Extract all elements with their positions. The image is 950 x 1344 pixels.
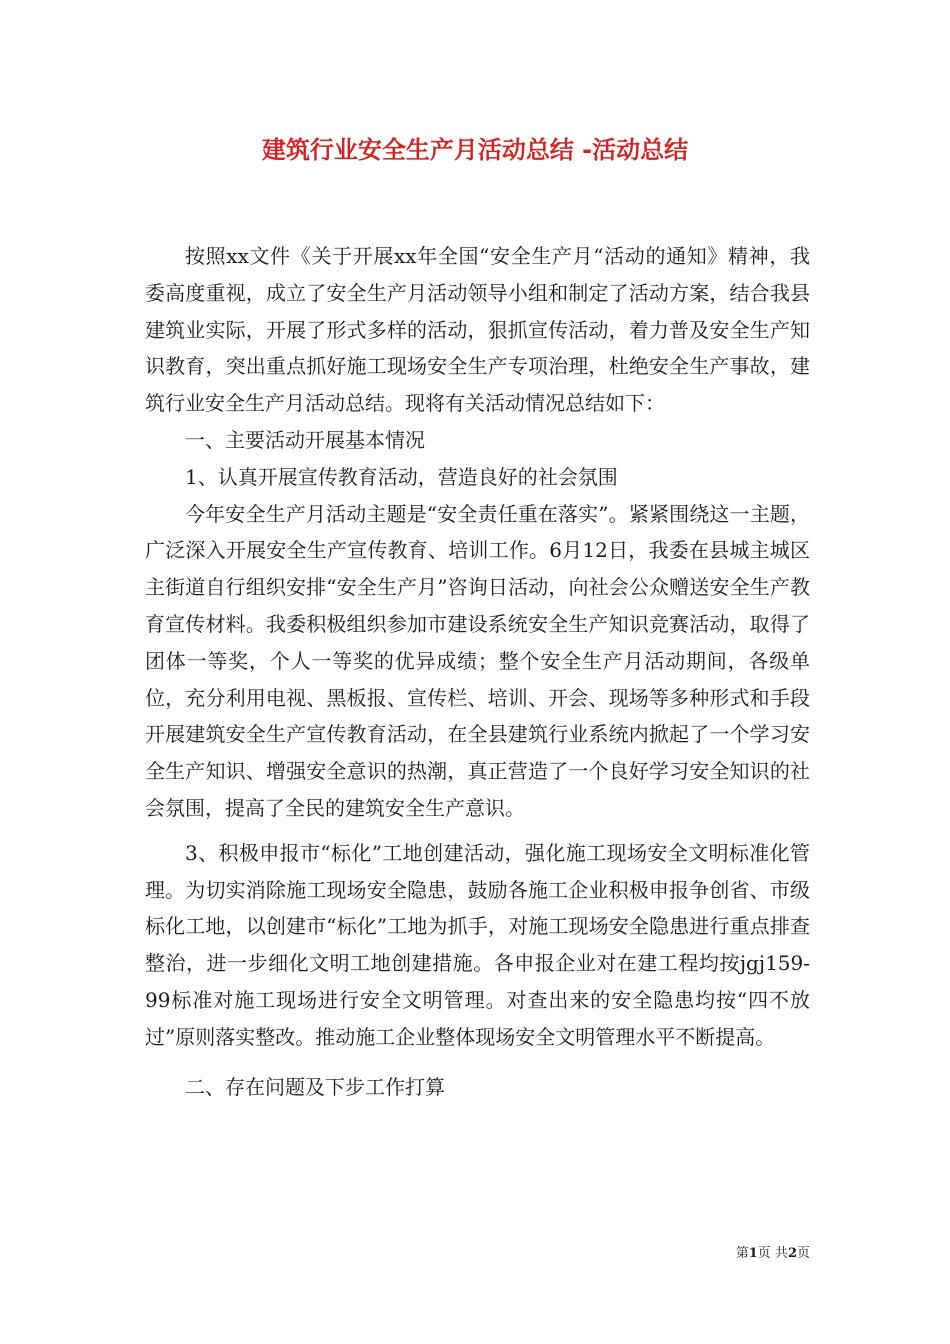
- page-number-prefix: 第: [735, 1246, 749, 1261]
- page-number-current: 1: [748, 1246, 758, 1261]
- document-title: 建筑行业安全生产月活动总结 -活动总结: [261, 136, 689, 164]
- paragraph-standardization: 3、积极申报市“标化”工地创建活动，强化施工现场安全文明标准化管理。为切实消除施工现场安全隐患，鼓励各施工企业积极申报争创省、市级标化工地，以创建市“标化”工地为抓手，对施工现场安全隐患进行重点排查整治，进一步细化文明工地创建措施。各申报企业对在建工程均按jgj159-99标准对施工现场进行安全文明管理。对查出来的安全隐患均按“四不放过”原则落实整改。推动施工企业整体现场安全文明管理水平不断提高。: [145, 840, 810, 1049]
- subsection-heading-1: 1、认真开展宣传教育活动，营造良好的社会氛围: [185, 464, 618, 489]
- page-number-suffix: 页: [796, 1246, 810, 1261]
- page-number-total: 2: [787, 1246, 797, 1261]
- section-heading-1: 一、主要活动开展基本情况: [185, 427, 425, 452]
- page-number-middle: 页 共: [757, 1246, 788, 1261]
- section-heading-2: 二、存在问题及下步工作打算: [185, 1074, 445, 1099]
- paragraph-intro: 按照xx文件《关于开展xx年全国“安全生产月“活动的通知》精神，我委高度重视，成立了安全生产月活动领导小组和制定了活动方案，结合我县建筑业实际，开展了形式多样的活动，狠抓宣传活动，着力普及安全生产知识教育，突出重点抓好施工现场安全生产专项治理，杜绝安全生产事故，建筑行业安全生产月活动总结。现将有关活动情况总结如下：: [145, 244, 810, 416]
- paragraph-publicity: 今年安全生产月活动主题是“安全责任重在落实”。紧紧围绕这一主题，广泛深入开展安全生产宣传教育、培训工作。6月12日，我委在县城主城区主街道自行组织安排“安全生产月”咨询日活动，向社会公众赠送安全生产教育宣传材料。我委积极组织参加市建设系统安全生产知识竞赛活动，取得了团体一等奖，个人一等奖的优异成绩；整个安全生产月活动期间，各级单位，充分利用电视、黑板报、宣传栏、培训、开会、现场等多种形式和手段开展建筑安全生产宣传教育活动，在全县建筑行业系统内掀起了一个学习安全生产知识、增强安全意识的热潮，真正营造了一个良好学习安全知识的社会氛围，提高了全民的建筑安全生产意识。: [145, 501, 810, 820]
- page-number: [736, 1245, 810, 1263]
- document-body: [145, 238, 810, 1105]
